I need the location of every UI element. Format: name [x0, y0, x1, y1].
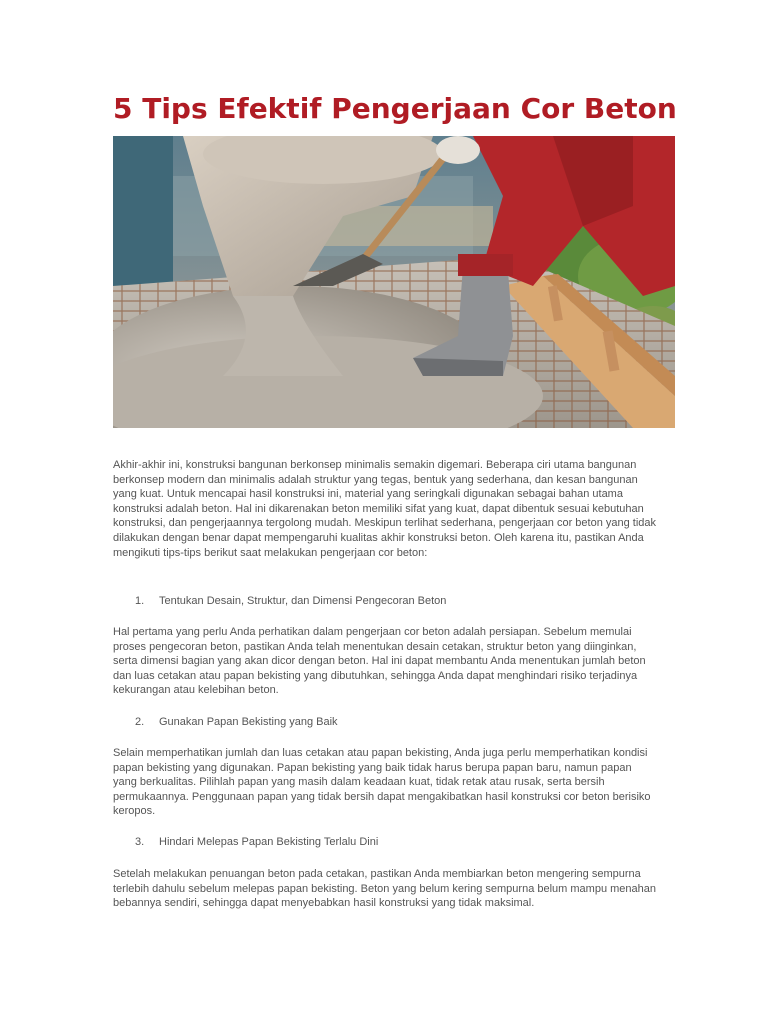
tip-number: 3. [135, 836, 145, 848]
tip-heading-3 [135, 835, 378, 849]
intro-paragraph: Akhir-akhir ini, konstruksi bangunan berkonsep minimalis semakin digemari. Beberapa ciri utama bangunan berkonsep modern dan minimalis adalah struktur yang tegas, bentuk yang sederhana, dan kesan bangunan yang kuat. Untuk mencapai hasil konstruksi ini, material yang seringkali digunakan sebagai bahan utama konstruksi adalah beton. Hal ini dikarenakan beton memiliki sifat yang kuat, dapat dibentuk sesuai kebutuhan konstruksi, dan pengerjaannya tergolong mudah. Meskipun terlihat sederhana, pengerjaan cor beton yang tidak dilakukan dengan benar dapat mempengaruhi kualitas akhir konstruksi beton. Oleh karena itu, pastikan Anda mengikuti tips-tips berikut saat melakukan pengerjaan cor beton: [113, 459, 657, 559]
tip-heading-text: Tentukan Desain, Struktur, dan Dimensi Pengecoran Beton [159, 595, 447, 607]
tip-heading-2 [135, 715, 338, 729]
tip-heading-text: Gunakan Papan Bekisting yang Baik [159, 716, 338, 728]
tip-paragraph-2: Selain memperhatikan jumlah dan luas cetakan atau papan bekisting, Anda juga perlu memperhatikan kondisi papan bekisting yang digunakan. Papan bekisting yang baik tidak harus berupa papan baru, namun papan yang berkualitas. Pilihlah papan yang masih dalam keadaan kuat, tidak retak atau rusak, serta bersih permukaannya. Penggunaan papan yang tidak bersih dapat mengakibatkan hasil konstruksi cor beton berisiko keropos. [113, 747, 651, 818]
tip-heading-1 [135, 594, 446, 608]
tip-paragraph-3: Setelah melakukan penuangan beton pada cetakan, pastikan Anda membiarkan beton mengering sempurna terlebih dahulu sebelum melepas papan bekisting. Beton yang belum kering sempurna belum mampu menahan bebannya sendiri, sehingga dapat menyebabkan hasil konstruksi yang tidak maksimal. [113, 868, 656, 910]
tip-number: 2. [135, 716, 145, 728]
tip-number: 1. [135, 595, 145, 607]
tip-paragraph-1: Hal pertama yang perlu Anda perhatikan dalam pengerjaan cor beton adalah persiapan. Sebelum memulai proses pengecoran beton, pastikan Anda telah menentukan desain cetakan, struktur beton yang diinginkan, serta dimensi bagian yang akan dicor dengan beton. Hal ini dapat membantu Anda menentukan jumlah beton dan luas cetakan atau papan bekisting yang dibutuhkan, sehingga Anda dapat menghindari risiko terjadinya kekurangan atau kelebihan beton. [113, 626, 646, 697]
concrete-pouring-photo [113, 136, 675, 428]
tip-heading-text: Hindari Melepas Papan Bekisting Terlalu Dini [159, 836, 379, 848]
article-title: 5 Tips Efektif Pengerjaan Cor Beton [113, 92, 677, 125]
